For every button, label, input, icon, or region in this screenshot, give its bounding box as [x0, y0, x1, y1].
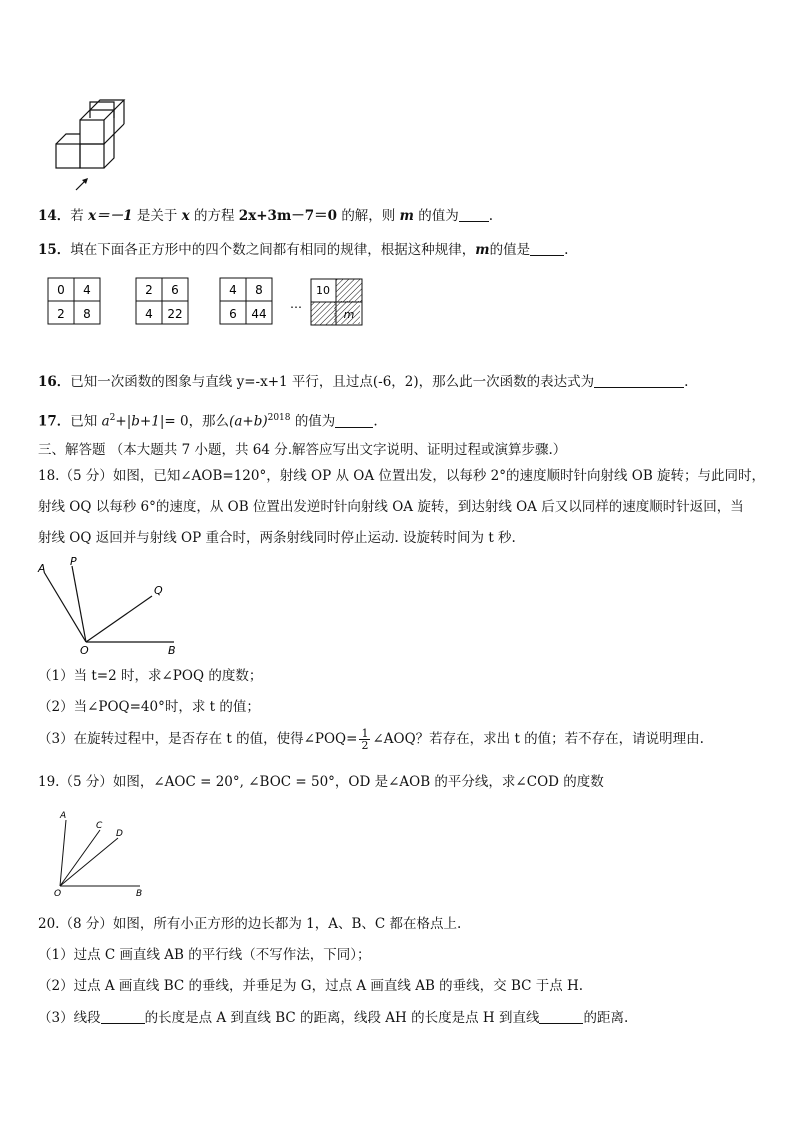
svg-text:10: 10: [316, 284, 330, 297]
svg-text:C: C: [96, 821, 103, 831]
number-square: [48, 278, 100, 324]
svg-text:2: 2: [57, 307, 65, 321]
number-square: [220, 278, 272, 324]
question-18-sub-3: （3）在旋转过程中，是否存在 t 的值，使得∠POQ= $\frac{1}{2}$ ∠AOQ？若存在，求出 t 的值；若不存在，请说明理由.: [38, 727, 704, 752]
answer-blank[interactable]: [335, 413, 373, 428]
fraction-half: $\frac{1}{2}$: [361, 727, 369, 752]
svg-text:D: D: [116, 829, 123, 839]
svg-text:O: O: [80, 644, 89, 656]
svg-text:m: m: [343, 308, 355, 321]
number-square: [136, 278, 188, 324]
ellipsis: …: [290, 297, 302, 311]
svg-text:Q: Q: [154, 584, 163, 597]
answer-blank[interactable]: [530, 241, 564, 256]
svg-text:6: 6: [229, 307, 237, 321]
svg-text:4: 4: [83, 283, 91, 297]
svg-text:B: B: [168, 644, 176, 656]
question-16: 16．已知一次函数的图象与直线 y=-x+1 平行，且过点(-6，2)，那么此一次函数的表达式为 .: [38, 374, 689, 390]
svg-text:4: 4: [145, 307, 153, 321]
svg-text:4: 4: [229, 283, 237, 297]
question-17: 17．已知 $a^2+|b+1|= 0$，那么$(a+b)^{2018}$ 的值为 .: [38, 413, 378, 430]
answer-blank[interactable]: [101, 1009, 145, 1024]
svg-text:2: 2: [145, 283, 153, 297]
question-20-sub-1: （1）过点 C 画直线 AB 的平行线（不写作法，下同）；: [38, 947, 371, 963]
svg-text:8: 8: [255, 283, 263, 297]
question-19: 19.（5 分）如图，∠AOC = 20°, ∠BOC = 50°，OD 是∠AOB 的平分线，求∠COD 的度数: [38, 774, 604, 790]
svg-text:B: B: [136, 889, 143, 899]
svg-text:A: A: [60, 811, 67, 821]
svg-text:P: P: [70, 556, 77, 568]
svg-text:A: A: [38, 562, 46, 575]
section-heading: 三、解答题 （本大题共 7 小题，共 64 分.解答应写出文字说明、证明过程或演算步骤.）: [38, 442, 567, 458]
angle-aob-figure: [34, 556, 194, 656]
svg-text:22: 22: [167, 307, 183, 321]
answer-blank[interactable]: [539, 1009, 583, 1024]
svg-text:8: 8: [83, 307, 91, 321]
svg-text:O: O: [54, 889, 62, 899]
question-14: 14．若 x＝－1 是关于 x 的方程 2x+3m－7＝0 的解，则 m 的值为 .: [38, 208, 493, 224]
question-20-sub-2: （2）过点 A 画直线 BC 的垂线，并垂足为 G，过点 A 画直线 AB 的垂线，交 BC 于点 H.: [38, 978, 584, 994]
question-18-sub-1: （1）当 t=2 时，求∠POQ 的度数；: [38, 668, 263, 684]
answer-blank[interactable]: [594, 373, 684, 388]
number-square-last: [310, 278, 364, 326]
question-18-line-3: 射线 OQ 返回并与射线 OP 重合时，两条射线同时停止运动. 设旋转时间为 t 秒.: [38, 530, 516, 546]
svg-text:44: 44: [251, 307, 267, 321]
question-15: 15．填在下面各正方形中的四个数之间都有相同的规律，根据这种规律，m的值是 .: [38, 242, 569, 258]
svg-text:6: 6: [171, 283, 179, 297]
svg-text:0: 0: [57, 283, 65, 297]
question-20-line-1: 20.（8 分）如图，所有小正方形的边长都为 1，A、B、C 都在格点上.: [38, 916, 462, 932]
question-18-sub-2: （2）当∠POQ=40°时，求 t 的值；: [38, 699, 260, 715]
angle-cod-figure: [48, 808, 158, 900]
question-20-sub-3: （3）线段 的长度是点 A 到直线 BC 的距离，线段 AH 的长度是点 H 到直线 的距离.: [38, 1010, 629, 1026]
question-18-line-2: 射线 OQ 以每秒 6°的速度，从 OB 位置出发逆时针向射线 OA 旋转，到达射线 OA 后又以同样的速度顺时针返回，当: [38, 499, 744, 515]
question-18-line-1: 18.（5 分）如图，已知∠AOB=120°，射线 OP 从 OA 位置出发，以每秒 2°的速度顺时针向射线 OB 旋转；与此同时，: [38, 468, 766, 484]
answer-blank[interactable]: [459, 207, 489, 222]
cube-stack-figure: [48, 96, 128, 196]
